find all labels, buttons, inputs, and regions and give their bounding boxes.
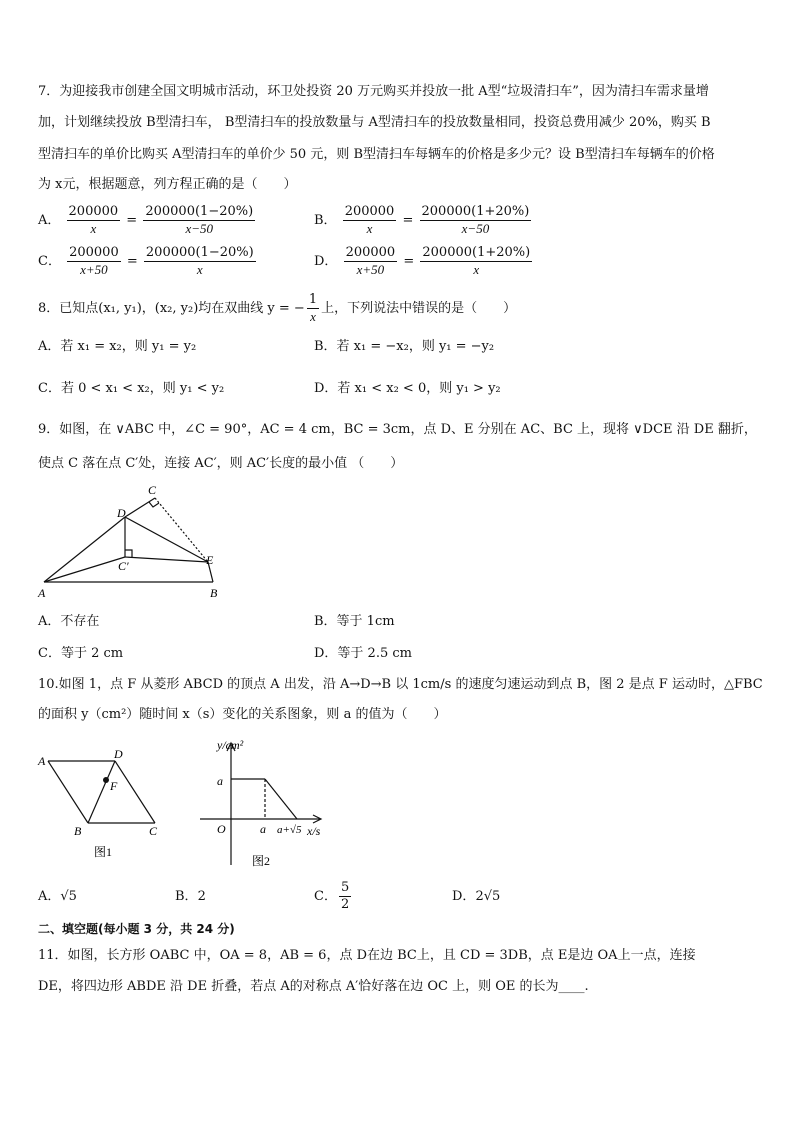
q10-graph-a-plus-sqrt5: a+√5 <box>277 824 302 836</box>
q9-triangle-figure <box>30 480 240 605</box>
q10-label-b: B <box>74 824 82 838</box>
q10-label-d: D <box>114 747 123 761</box>
q7-option-a[interactable]: A． $\frac{200000}{x}$ = $\frac{200000(1-20\%)}{x-50}$ <box>38 204 254 236</box>
q10-graph-ylabel: y/cm² <box>217 738 244 752</box>
q9-label-c-prime: C′ <box>118 559 129 573</box>
q10-option-a[interactable]: A．√5 <box>38 889 77 904</box>
q8-option-a[interactable]: A．若 x₁ = x₂，则 y₁ = y₂ <box>38 339 197 354</box>
q9-option-b[interactable]: B．等于 1cm <box>314 614 395 629</box>
q10-line-1: 10.如图 1，点 F 从菱形 ABCD 的顶点 A 出发，沿 A→D→B 以 1cm/s 的速度匀速运动到点 B，图 2 是点 F 运动时，△FBC <box>38 677 763 692</box>
q10-graph-xlabel: x/s <box>307 824 321 838</box>
q10-fig1-caption: 图1 <box>94 845 113 859</box>
point-f-marker <box>103 777 109 783</box>
q7-option-c[interactable]: C． $\frac{200000}{x+50}$ = $\frac{200000(1-20\%)}{x}$ <box>38 245 254 277</box>
q10-graph-a-y: a <box>217 774 223 788</box>
q10-option-d[interactable]: D．2√5 <box>452 889 501 904</box>
q9-label-b: B <box>210 586 218 600</box>
q10-option-c[interactable]: C． $\frac{5}{2}$ <box>314 880 350 912</box>
q10-rhombus-figure <box>30 738 170 863</box>
q8-option-b[interactable]: B．若 x₁ = −x₂，则 y₁ = −y₂ <box>314 339 495 354</box>
q10-fig2-caption: 图2 <box>252 854 271 868</box>
section-2-title: 二、填空题(每小题 3 分，共 24 分) <box>38 922 235 936</box>
q9-label-a: A <box>38 586 46 600</box>
q10-line-2: 的面积 y（cm²）随时间 x（s）变化的关系图象，则 a 的值为（ ） <box>38 707 447 722</box>
q7-line-4: 为 x元，根据题意，列方程正确的是（ ） <box>38 177 297 192</box>
q10-graph-a-x: a <box>260 822 266 836</box>
q7-line-3: 型清扫车的单价比购买 A型清扫车的单价少 50 元，则 B型清扫车每辆车的价格是多少元？设 B型清扫车每辆车的价格 <box>38 147 715 162</box>
q9-line-2: 使点 C 落在点 C′处，连接 AC′，则 AC′长度的最小值 （ ） <box>38 456 404 471</box>
q10-graph-figure <box>195 735 345 870</box>
q9-label-d: D <box>117 506 126 520</box>
q10-option-b[interactable]: B．2 <box>175 889 206 904</box>
q8-stem: 8．已知点(x₁, y₁)，(x₂, y₂)均在双曲线 y = − $\frac{1}{x}$ 上，下列说法中错误的是（ ） <box>38 292 517 324</box>
q7-line-2: 加，计划继续投放 B型清扫车， B型清扫车的投放数量与 A型清扫车的投放数量相同，投资总费用减少 20%，购买 B <box>38 115 711 130</box>
q9-option-a[interactable]: A．不存在 <box>38 614 100 629</box>
q11-line-1: 11．如图，长方形 OABC 中，OA = 8，AB = 6，点 D在边 BC上，且 CD = 3DB，点 E是边 OA上一点，连接 <box>38 948 696 963</box>
q8-option-c[interactable]: C．若 0 < x₁ < x₂，则 y₁ < y₂ <box>38 381 225 396</box>
q9-line-1: 9．如图，在 ∨ABC 中，∠C = 90°，AC = 4 cm，BC = 3cm，点 D、E 分别在 AC、BC 上，现将 ∨DCE 沿 DE 翻折， <box>38 422 757 437</box>
q10-label-c: C <box>149 824 158 838</box>
q9-option-d[interactable]: D．等于 2.5 cm <box>314 646 412 661</box>
q10-label-a: A <box>38 754 46 768</box>
q9-label-c: C <box>148 483 157 497</box>
q11-line-2: DE，将四边形 ABDE 沿 DE 折叠，若点 A的对称点 A′恰好落在边 OC 上，则 OE 的长为____. <box>38 979 589 994</box>
q10-graph-origin: O <box>217 822 226 836</box>
q7-option-d[interactable]: D． $\frac{200000}{x+50}$ = $\frac{200000(1+20\%)}{x}$ <box>314 245 531 277</box>
q9-label-e: E <box>206 553 214 567</box>
q8-option-d[interactable]: D．若 x₁ < x₂ < 0，则 y₁ > y₂ <box>314 381 501 396</box>
q10-label-f: F <box>110 779 118 793</box>
q7-option-b[interactable]: B． $\frac{200000}{x}$ = $\frac{200000(1+20\%)}{x-50}$ <box>314 204 530 236</box>
q9-option-c[interactable]: C．等于 2 cm <box>38 646 124 661</box>
q7-line-1: 7．为迎接我市创建全国文明城市活动，环卫处投资 20 万元购买并投放一批 A型“垃圾清扫车”，因为清扫车需求量增 <box>38 84 709 99</box>
